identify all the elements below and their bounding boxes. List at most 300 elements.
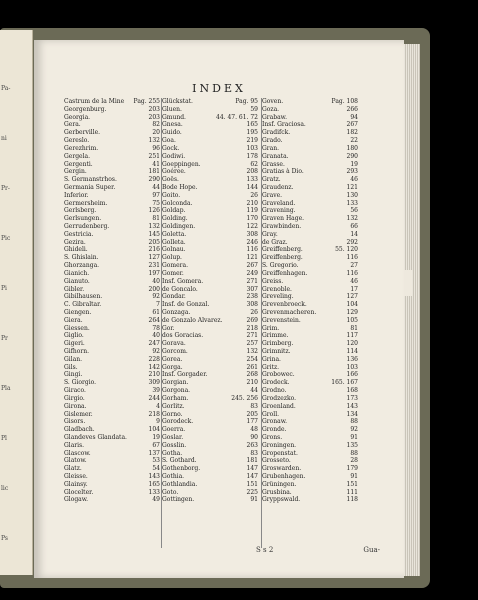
entry-name: Greiffenberg. — [262, 254, 303, 262]
entry-page: 104 — [148, 426, 160, 434]
entry-name: Gestricia. — [64, 230, 94, 238]
entry-page: 143 — [148, 473, 160, 480]
entry-name: Grevenstein. — [262, 316, 301, 324]
entry-page: 48 — [250, 426, 258, 434]
index-entry — [162, 481, 260, 489]
entry-name: Castrum de la Mine — [64, 98, 125, 105]
entry-page: 127 — [346, 293, 358, 301]
index-entry — [162, 426, 260, 434]
entry-page: 90 — [250, 433, 258, 441]
entry-page: 54 — [152, 465, 160, 473]
entry-name: Gibilhausen. — [64, 293, 103, 301]
entry-name: Gilan. — [64, 355, 82, 363]
index-entry — [262, 457, 360, 465]
index-entry — [64, 254, 162, 262]
entry-page: 81 — [152, 215, 160, 223]
page-edges — [402, 44, 420, 576]
entry-page: 40 — [152, 332, 160, 340]
entry-name: Groll. — [262, 410, 280, 418]
entry-page: 129 — [346, 308, 358, 316]
entry-name: Greiffenberg. — [262, 246, 303, 254]
entry-page: 55. 120 — [335, 246, 358, 254]
entry-name: Grawbinden. — [262, 223, 302, 230]
entry-page: 166 — [346, 371, 358, 379]
index-page — [34, 40, 404, 578]
entry-name: Grodzezko. — [262, 394, 297, 402]
entry-name: Goéree. — [162, 168, 186, 176]
entry-page: 228 — [148, 355, 160, 363]
entry-page: 257 — [246, 340, 258, 348]
left-page-fragment: Pic — [1, 235, 11, 242]
entry-name: Gergin. — [64, 168, 87, 176]
entry-page: 267 — [246, 262, 258, 270]
entry-name: Gonzaga. — [162, 308, 191, 316]
entry-page: 271 — [246, 277, 258, 285]
entry-name: Goslar. — [162, 433, 184, 441]
index-entry — [64, 403, 162, 411]
entry-page: 103 — [246, 144, 258, 152]
entry-name: Graveland. — [262, 199, 296, 207]
entry-page: Pag. 108 — [331, 98, 358, 105]
entry-page: 46 — [350, 176, 358, 184]
entry-name: Insf. de Gonzal. — [162, 301, 210, 309]
entry-name: Golleta. — [162, 238, 186, 246]
entry-page: 165 — [246, 121, 258, 129]
index-entry — [262, 364, 360, 372]
index-entry — [262, 270, 360, 278]
index-entry — [262, 129, 360, 137]
entry-name: Grobowec. — [262, 371, 295, 379]
index-entry — [64, 168, 162, 176]
entry-page: 96 — [152, 144, 160, 152]
entry-name: de Graz. — [262, 238, 288, 246]
entry-name: Gerlsungen. — [64, 215, 102, 223]
entry-page: 263 — [246, 441, 258, 449]
index-entry — [64, 309, 162, 317]
entry-page: 83 — [250, 402, 258, 410]
page-tab — [404, 270, 412, 296]
index-entry — [262, 356, 360, 364]
index-entry — [262, 301, 360, 309]
entry-name: Guido. — [162, 129, 182, 137]
entry-name: Gorea. — [162, 355, 183, 363]
index-entry — [64, 387, 162, 395]
entry-page: 133 — [148, 488, 160, 496]
index-entry — [262, 121, 360, 129]
index-entry — [262, 106, 360, 114]
entry-page: 165 — [148, 480, 160, 488]
index-entry — [162, 114, 260, 122]
entry-name: Goto. — [162, 488, 179, 496]
left-page-edge — [0, 30, 33, 575]
entry-page: 182 — [346, 129, 358, 137]
entry-page: 197 — [148, 269, 160, 277]
entry-page: 53 — [152, 457, 160, 465]
entry-name: Gingi. — [64, 371, 83, 379]
index-entry — [162, 270, 260, 278]
entry-name: Glaris. — [64, 441, 85, 449]
entry-name: Insf. Graciosa. — [262, 121, 306, 129]
entry-name: S. Germanstrhos. — [64, 176, 117, 184]
entry-name: Graven Hage. — [262, 215, 305, 223]
index-entry — [162, 215, 260, 223]
index-entry — [162, 348, 260, 356]
index-entry — [262, 426, 360, 434]
entry-name: Gils. — [64, 363, 78, 371]
entry-name: Gisors. — [64, 418, 86, 426]
entry-name: Giera. — [64, 316, 83, 324]
index-entry — [262, 192, 360, 200]
entry-name: Golding. — [162, 215, 188, 223]
entry-page: 118 — [346, 496, 358, 504]
entry-page: 292 — [346, 238, 358, 246]
index-entry — [262, 442, 360, 450]
entry-page: Pag. 255 — [133, 98, 160, 105]
entry-page: 103 — [346, 363, 358, 371]
entry-name: Goldap. — [162, 207, 186, 215]
entry-name: Goeppingen. — [162, 160, 201, 168]
index-entry — [162, 137, 260, 145]
index-entry — [64, 200, 162, 208]
entry-page: 82 — [152, 121, 160, 129]
entry-page: 179 — [346, 465, 358, 473]
entry-page: 91 — [350, 433, 358, 441]
entry-name: Ghideli. — [64, 246, 88, 254]
entry-name: S. Gregorio. — [262, 262, 299, 270]
entry-name: Gluen. — [162, 105, 182, 113]
entry-name: Gondar. — [162, 293, 186, 301]
entry-name: Gereslo. — [64, 137, 90, 145]
entry-name: Germersheim. — [64, 199, 108, 207]
entry-page: 20 — [152, 129, 160, 137]
entry-page: 19 — [152, 433, 160, 441]
entry-name: Goito. — [162, 191, 181, 199]
index-entry — [262, 371, 360, 379]
index-entry — [162, 473, 260, 481]
index-entry — [262, 137, 360, 145]
index-entry — [262, 418, 360, 426]
entry-name: Gergenti. — [64, 160, 93, 168]
index-entry — [162, 496, 260, 504]
entry-page: 133 — [346, 199, 358, 207]
index-entry — [262, 98, 360, 106]
entry-page: Pag. 95 — [235, 98, 258, 105]
entry-page: 105 — [346, 316, 358, 324]
entry-name: S. Ghislain. — [64, 254, 99, 262]
entry-name: Gor. — [162, 324, 175, 332]
entry-page: 181 — [148, 168, 160, 176]
entry-page: 136 — [346, 355, 358, 363]
index-entry — [162, 223, 260, 231]
entry-page: 210 — [246, 199, 258, 207]
index-entry — [262, 403, 360, 411]
entry-page: 144 — [246, 183, 258, 191]
index-entry — [262, 473, 360, 481]
entry-page: 81 — [350, 324, 358, 332]
entry-name: Grenoble. — [262, 285, 292, 293]
index-entry — [162, 332, 260, 340]
entry-page: 17 — [350, 285, 358, 293]
entry-name: Grasse. — [262, 160, 285, 168]
index-entry — [64, 434, 162, 442]
entry-page: 127 — [148, 254, 160, 262]
entry-page: 203 — [148, 105, 160, 113]
entry-name: Gomera. — [162, 262, 188, 270]
entry-name: Greiffenhagen. — [262, 269, 308, 277]
index-entry — [162, 371, 260, 379]
entry-page: 249 — [246, 269, 258, 277]
entry-page: 203 — [148, 113, 160, 121]
index-entry — [262, 387, 360, 395]
entry-name: Grabaw. — [262, 113, 287, 121]
index-entry — [64, 153, 162, 161]
entry-name: Groswarden. — [262, 465, 302, 473]
index-entry — [162, 387, 260, 395]
entry-page: 114 — [346, 348, 358, 355]
entry-name: C. Gibraltar. — [64, 301, 102, 309]
entry-name: Gmund. — [162, 113, 186, 121]
entry-page: 173 — [346, 394, 358, 402]
entry-page: 67 — [152, 441, 160, 449]
entry-page: 210 — [246, 379, 258, 387]
index-entry — [64, 176, 162, 184]
entry-page: 119 — [246, 207, 258, 215]
index-entry — [162, 403, 260, 411]
index-entry — [162, 106, 260, 114]
entry-name: Golconda. — [162, 199, 193, 207]
entry-page: 251 — [148, 152, 160, 160]
index-entry — [64, 450, 162, 458]
entry-page: 245. 256 — [231, 394, 258, 402]
page-title: INDEX — [192, 82, 246, 95]
entry-page: 19 — [350, 160, 358, 168]
left-page-fragment: lic — [1, 485, 9, 492]
left-page-fragment: Pr — [1, 335, 8, 342]
index-entry — [162, 153, 260, 161]
entry-name: Gothlandia. — [162, 480, 198, 488]
index-entry — [64, 145, 162, 153]
entry-name: Greveling. — [262, 293, 294, 301]
entry-page: 231 — [148, 262, 160, 270]
index-entry — [262, 340, 360, 348]
entry-name: Groningen. — [262, 441, 297, 449]
entry-name: Gosslin. — [162, 441, 187, 449]
entry-name: Georgenburg. — [64, 105, 107, 113]
catchword: Gua- — [363, 546, 380, 554]
index-entry — [162, 168, 260, 176]
index-entry — [262, 231, 360, 239]
entry-page: 145 — [148, 230, 160, 238]
index-entry — [262, 153, 360, 161]
index-entry — [64, 239, 162, 247]
entry-name: Germania Super. — [64, 183, 116, 191]
entry-page: 147 — [246, 473, 258, 480]
entry-page: 116 — [346, 269, 358, 277]
index-entry — [262, 332, 360, 340]
index-entry — [262, 411, 360, 419]
entry-page: 246 — [246, 238, 258, 246]
entry-page: 177 — [246, 418, 258, 426]
entry-name: Glückstat. — [162, 98, 193, 105]
entry-name: Golnau. — [162, 246, 186, 254]
index-entry — [262, 465, 360, 473]
entry-name: Grim. — [262, 324, 280, 332]
index-entry — [262, 317, 360, 325]
entry-page: 225 — [246, 488, 258, 496]
entry-name: Grado. — [262, 137, 283, 145]
entry-page: 247 — [148, 340, 160, 348]
entry-name: Giraco. — [64, 387, 86, 395]
entry-page: 208 — [246, 168, 258, 176]
entry-page: 61 — [152, 308, 160, 316]
entry-page: 132 — [148, 223, 160, 230]
index-entry — [162, 465, 260, 473]
entry-page: 132 — [246, 348, 258, 355]
entry-page: 308 — [246, 230, 258, 238]
index-entry — [262, 293, 360, 301]
entry-name: Gera. — [64, 121, 81, 129]
entry-page: 97 — [152, 191, 160, 199]
entry-page: 216 — [148, 246, 160, 254]
index-entry — [64, 340, 162, 348]
index-entry — [64, 496, 162, 504]
index-entry — [64, 348, 162, 356]
entry-page: 27 — [350, 262, 358, 270]
index-entry — [64, 489, 162, 497]
entry-page: 168 — [346, 387, 358, 395]
entry-page: 88 — [350, 418, 358, 426]
index-entry — [64, 332, 162, 340]
entry-page: 26 — [250, 308, 258, 316]
index-entry — [262, 215, 360, 223]
entry-name: Gorodeck. — [162, 418, 194, 426]
entry-page: 7 — [156, 301, 160, 309]
entry-name: Gran. — [262, 144, 280, 152]
entry-name: Golup. — [162, 254, 182, 262]
entry-name: Gravening. — [262, 207, 296, 215]
entry-page: 210 — [148, 371, 160, 379]
entry-name: Gigeri. — [64, 340, 85, 348]
entry-page: 238 — [246, 293, 258, 301]
entry-page: 290 — [346, 152, 358, 160]
entry-name: Georgia. — [64, 113, 91, 121]
index-entry — [64, 262, 162, 270]
entry-name: Gottingen. — [162, 496, 195, 504]
entry-name: Grosseto. — [262, 457, 291, 465]
entry-page: 269 — [246, 316, 258, 324]
index-entry — [262, 246, 360, 254]
index-entry — [64, 371, 162, 379]
index-entry — [162, 434, 260, 442]
entry-page: 92 — [152, 348, 160, 355]
entry-name: Gergela. — [64, 152, 91, 160]
entry-page: 195 — [246, 129, 258, 137]
entry-name: Ghorzanga. — [64, 262, 100, 270]
entry-page: 200 — [148, 285, 160, 293]
entry-page: 44 — [250, 387, 258, 395]
entry-page: 39 — [152, 387, 160, 395]
entry-page: 116 — [346, 254, 358, 262]
index-entry — [162, 286, 260, 294]
entry-page: 264 — [148, 316, 160, 324]
entry-name: Gothia. — [162, 473, 185, 480]
entry-name: Gnesa. — [162, 121, 183, 129]
entry-name: Grevenmacheren. — [262, 308, 317, 316]
entry-page: 83 — [250, 449, 258, 457]
entry-name: Insf. Gomera. — [162, 277, 204, 285]
entry-name: Gritz. — [262, 363, 280, 371]
index-entry — [162, 457, 260, 465]
entry-page: 104 — [346, 301, 358, 309]
entry-name: Gorno. — [162, 410, 183, 418]
entry-name: Girona. — [64, 402, 87, 410]
index-entry — [262, 239, 360, 247]
entry-page: 205 — [148, 238, 160, 246]
entry-page: 121 — [246, 254, 258, 262]
entry-page: 26 — [250, 191, 258, 199]
index-entry — [64, 317, 162, 325]
entry-name: Gorgian. — [162, 379, 189, 387]
index-entry — [262, 161, 360, 169]
entry-name: Glatz. — [64, 465, 82, 473]
entry-name: Gock. — [162, 144, 180, 152]
entry-page: 122 — [246, 223, 258, 230]
index-entry — [162, 489, 260, 497]
index-entry — [162, 192, 260, 200]
entry-page: 218 — [246, 324, 258, 332]
index-entry — [64, 231, 162, 239]
entry-name: S. Giorgio. — [64, 379, 97, 387]
entry-name: Gibler. — [64, 285, 85, 293]
entry-name: Giessen. — [64, 324, 90, 332]
left-page-fragment: Ps — [1, 535, 8, 542]
entry-page: 44. 47. 61. 72 — [216, 113, 258, 121]
entry-page: 170 — [246, 215, 258, 223]
index-entry — [262, 200, 360, 208]
entry-name: de Goncalo. — [162, 285, 198, 293]
index-entry — [262, 254, 360, 262]
entry-name: Goza. — [262, 105, 280, 113]
index-entry — [162, 293, 260, 301]
index-entry — [162, 356, 260, 364]
index-entry — [64, 278, 162, 286]
entry-page: 132 — [148, 137, 160, 145]
index-entry — [262, 496, 360, 504]
entry-page: 254 — [246, 355, 258, 363]
entry-name: Glainsy. — [64, 480, 88, 488]
entry-name: Inferior. — [64, 191, 89, 199]
entry-page: 116 — [246, 246, 258, 254]
index-entry — [262, 278, 360, 286]
entry-name: Gerberville. — [64, 129, 101, 137]
entry-name: Granata. — [262, 152, 289, 160]
entry-name: Gorgona. — [162, 387, 191, 395]
index-entry — [162, 317, 260, 325]
entry-page: 44 — [152, 183, 160, 191]
index-entry — [262, 223, 360, 231]
entry-page: 271 — [246, 332, 258, 340]
entry-page: 130 — [346, 191, 358, 199]
entry-name: Grons. — [262, 433, 283, 441]
entry-name: Grimnitz. — [262, 348, 291, 355]
index-entry — [64, 379, 162, 387]
entry-name: Gronaw. — [262, 418, 288, 426]
index-entry — [162, 340, 260, 348]
index-entry — [262, 395, 360, 403]
entry-page: 59 — [250, 105, 258, 113]
index-entry — [162, 254, 260, 262]
entry-name: Gothenborg. — [162, 465, 201, 473]
